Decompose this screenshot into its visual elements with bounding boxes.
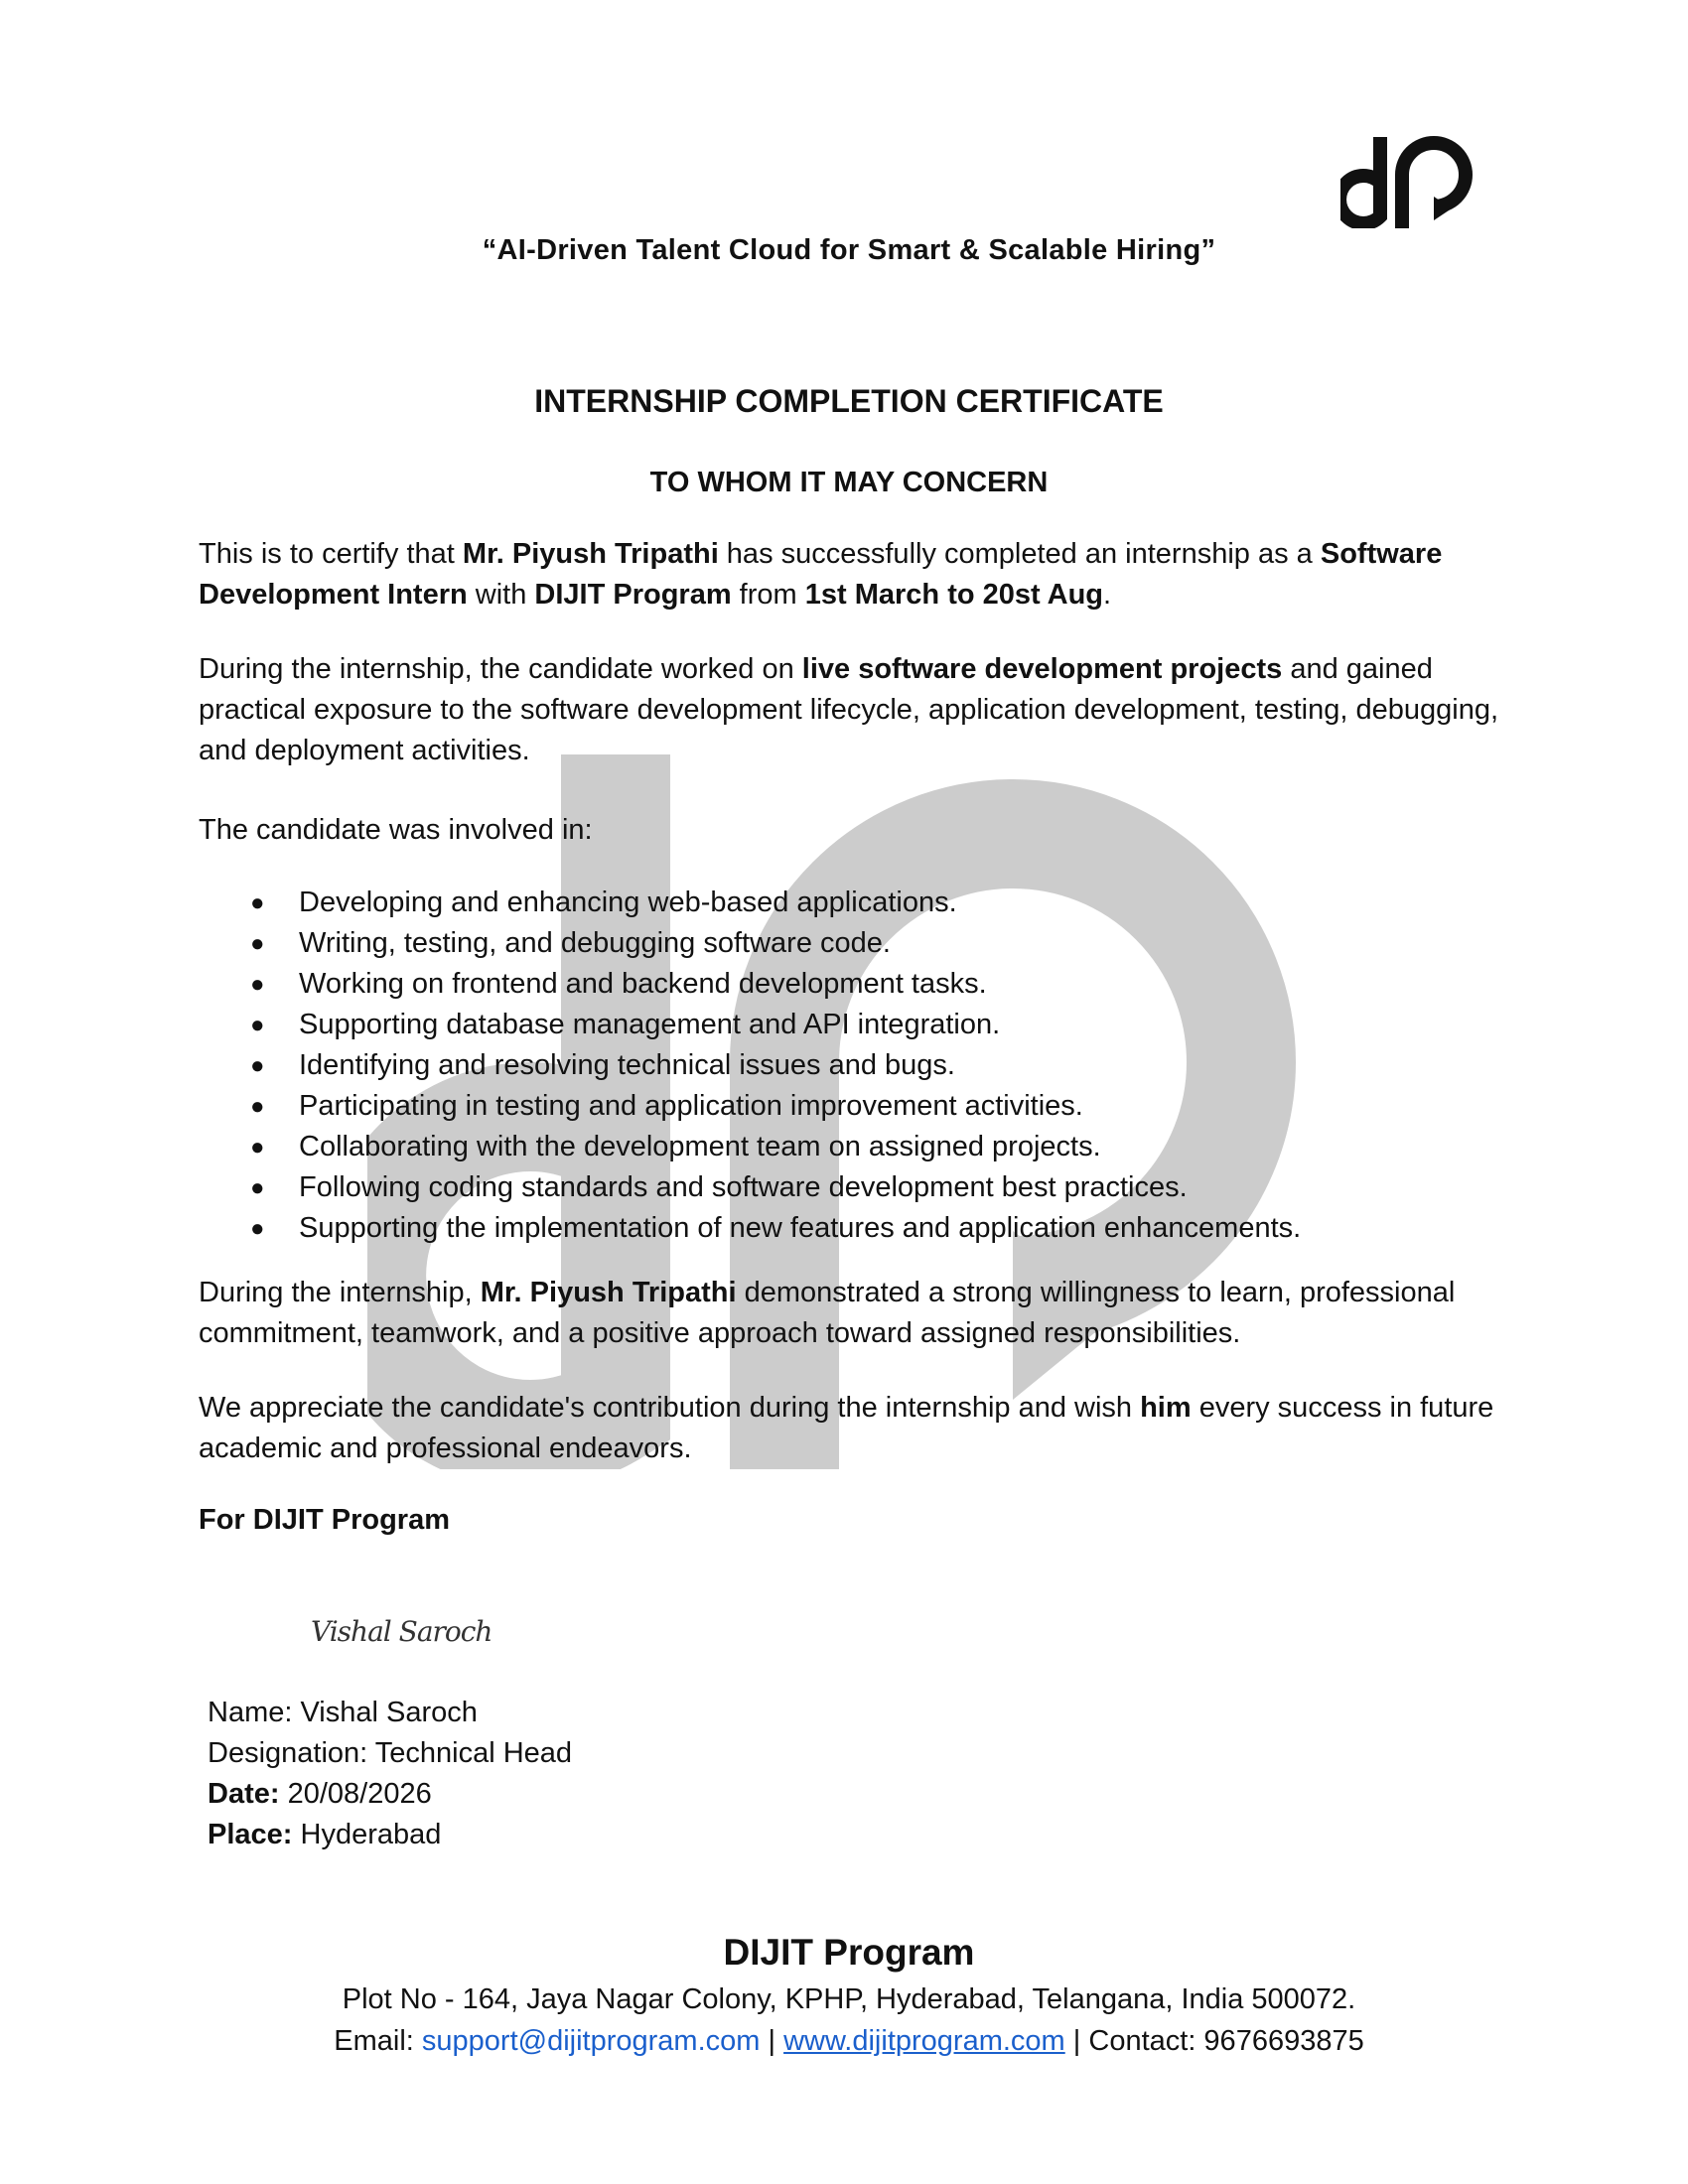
list-item: ● Following coding standards and software development best practices. [199, 1167, 1499, 1208]
signatory-designation: Designation: Technical Head [208, 1737, 573, 1769]
signatory-details [208, 1693, 572, 1855]
issue-place: Place: Hyderabad [208, 1819, 442, 1850]
footer-address: Plot No - 164, Jaya Nagar Colony, KPHP, Hyderabad, Telangana, India 500072. [342, 1983, 1356, 2015]
issue-date: Date: 20/08/2026 [208, 1778, 432, 1810]
involved-intro: The candidate was involved in: [199, 814, 593, 846]
for-organization: For DIJIT Program [199, 1504, 450, 1536]
internship-period: 1st March to 20st Aug [804, 579, 1104, 611]
list-item: ● Supporting the implementation of new features and application enhancements. [199, 1208, 1499, 1249]
intern-name: Mr. Piyush Tripathi [462, 538, 719, 570]
signature: Vishal Saroch [311, 1615, 492, 1648]
tagline: “AI-Driven Talent Cloud for Smart & Scalable Hiring” [482, 234, 1216, 266]
closing-paragraph: We appreciate the candidate's contribution during the internship and wish him every success in future academic and professional endeavors. [199, 1392, 1494, 1464]
list-item: ● Working on frontend and backend development tasks. [199, 964, 1499, 1005]
contact-number: Contact: 9676693875 [1088, 2025, 1364, 2057]
list-item: ● Participating in testing and application improvement activities. [199, 1086, 1499, 1127]
certification-paragraph: This is to certify that Mr. Piyush Tripathi has successfully completed an internship as a Software Development Intern with DIJIT Program from 1st March to 20st Aug. [199, 538, 1443, 611]
appraisal-paragraph: During the internship, Mr. Piyush Tripathi demonstrated a strong willingness to learn, professional commitment, teamwork, and a positive approach toward assigned responsibilities. [199, 1277, 1456, 1349]
work-summary-paragraph: During the internship, the candidate worked on live software development projects and gained practical exposure to the software development lifecycle, application development, testing, debugging, and deployment activities. [199, 653, 1499, 766]
dijit-logo-icon [1340, 133, 1476, 228]
intern-role: Software Development Intern [199, 538, 1443, 611]
list-item: ● Identifying and resolving technical issues and bugs. [199, 1045, 1499, 1086]
list-item: ● Supporting database management and API integration. [199, 1005, 1499, 1045]
list-item: ● Writing, testing, and debugging software code. [199, 923, 1499, 964]
list-item: ● Developing and enhancing web-based applications. [199, 883, 1499, 923]
email-link[interactable]: support@dijitprogram.com [421, 2025, 761, 2057]
website-link[interactable]: www.dijitprogram.com [783, 2025, 1065, 2057]
certificate-title: INTERNSHIP COMPLETION CERTIFICATE [534, 383, 1164, 419]
responsibilities-list [199, 883, 1499, 1249]
list-item: ● Collaborating with the development team on assigned projects. [199, 1127, 1499, 1167]
footer-org-name: DIJIT Program [723, 1932, 975, 1973]
footer-contact: Email: support@dijitprogram.com | www.dijitprogram.com | Contact: 9676693875 [334, 2025, 1364, 2057]
salutation: TO WHOM IT MAY CONCERN [649, 467, 1049, 498]
signatory-name: Name: Vishal Saroch [208, 1697, 478, 1728]
organization-name: DIJIT Program [534, 579, 732, 611]
